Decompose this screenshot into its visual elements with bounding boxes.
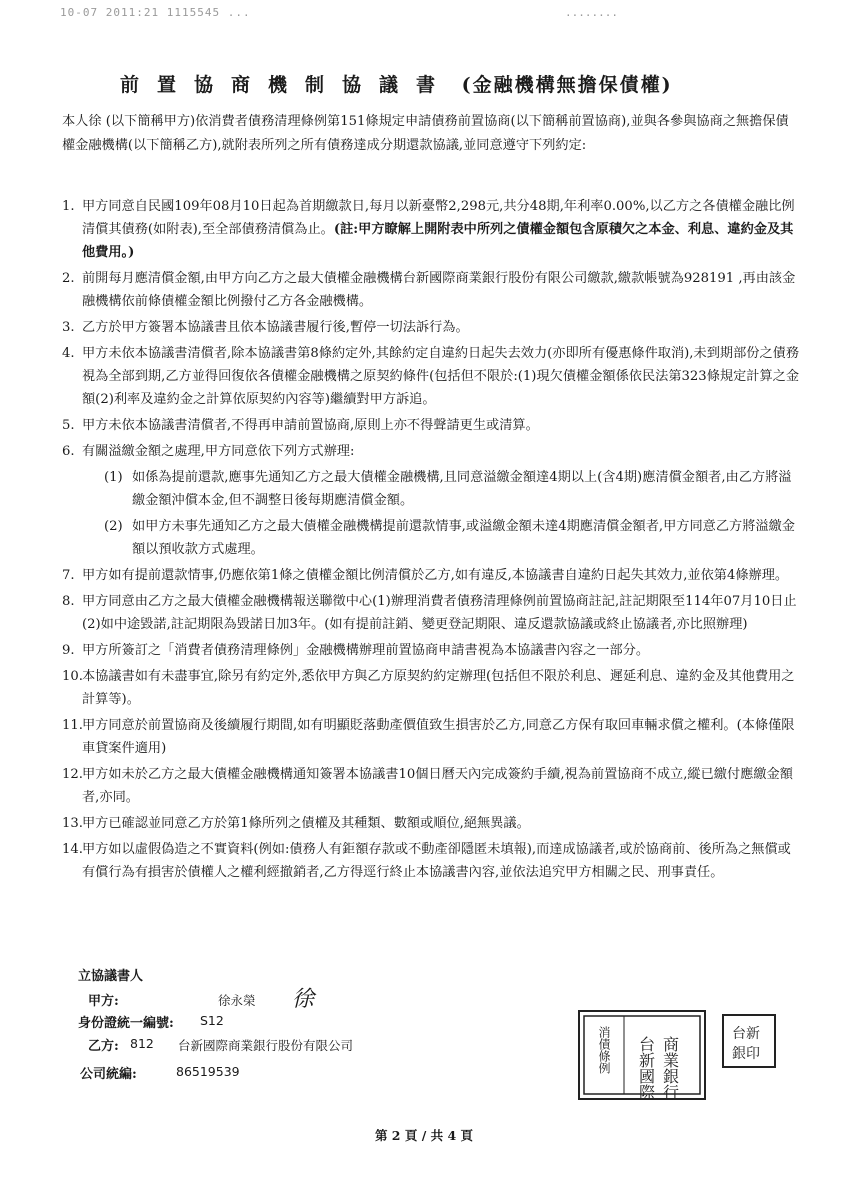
company-id-value: 86519539 (176, 1064, 240, 1079)
clause-item (62, 812, 802, 835)
clause-item (62, 763, 802, 809)
page-number: 第 2 頁 / 共 4 頁 (374, 1128, 474, 1143)
clause-item (62, 414, 802, 437)
clause-item (62, 316, 802, 339)
party-a-name: 徐永榮 (218, 993, 256, 1008)
sub-clause-number: (1) (104, 470, 123, 485)
clause-number: 9. (62, 643, 75, 658)
clause-item (62, 665, 802, 711)
clause-item (62, 639, 802, 662)
svg-text:銀印: 銀印 (732, 1046, 760, 1062)
id-number-value: S12 (200, 1013, 224, 1028)
id-number-label: 身份證統一編號: (78, 1016, 174, 1031)
svg-text:台新: 台新 (732, 1026, 760, 1042)
sub-clause-item (82, 466, 802, 512)
clause-number: 6. (62, 444, 75, 459)
clause-text: 本協議書如有未盡事宜,除另有約定外,悉依甲方與乙方原契約約定辦理(包括但不限於利息、遲延利息、違約金及其他費用之計算等)。 (82, 669, 795, 707)
fax-header-left: 10-07 2011:21 1115545 ... (60, 6, 251, 19)
title-main: 前置協商機制協議書 (120, 74, 454, 96)
small-seal-stamp (722, 1014, 776, 1068)
clause-item (62, 590, 802, 636)
clause-text: 甲方如以虛假偽造之不實資料(例如:債務人有鉅額存款或不動產卻隱匿未填報),而達成協議者,或於協商前、後所為之無償或有償行為有損害於債權人之權利經撤銷者,乙方得逕行終止本協議書內容,並依法追究甲方相關之民、刑事責任。 (82, 842, 791, 880)
clause-note: (註:甲方瞭解上開附表中所列之債權金額包含原積欠之本金、利息、違約金及其他費用。) (82, 222, 794, 260)
clause-text: 甲方所簽訂之「消費者債務清理條例」金融機構辦理前置協商申請書視為本協議書內容之一部分。 (82, 643, 650, 658)
clause-text: 有關溢繳金額之處理,甲方同意依下列方式辦理: (82, 444, 355, 459)
clause-number: 3. (62, 320, 75, 335)
party-b-name: 台新國際商業銀行股份有限公司 (178, 1038, 354, 1053)
party-a-label: 甲方: (88, 994, 119, 1009)
fax-header-right: ........ (565, 6, 618, 19)
clause-text: 甲方同意於前置協商及後續履行期間,如有明顯貶落動產價值致生損害於乙方,同意乙方保有取回車輛求償之權利。(本條僅限車貸案件適用) (82, 718, 795, 756)
clause-text: 乙方於甲方簽署本協議書且依本協議書履行後,暫停一切法訴行為。 (82, 320, 469, 335)
clause-number: 1. (62, 199, 75, 214)
clause-item (62, 267, 802, 313)
clause-number: 10. (62, 669, 83, 684)
bank-seal-icon (580, 1012, 704, 1098)
clause-text: 前開每月應清償金額,由甲方向乙方之最大債權金融機構台新國際商業銀行股份有限公司繳款,繳款帳號為928191 ,再由該金融機構依前條債權金額比例撥付乙方各金融機構。 (82, 271, 796, 309)
clause-number: 13. (62, 816, 83, 831)
bank-seal-stamp (578, 1010, 706, 1100)
clause-text: 甲方同意由乙方之最大債權金融機構報送聯徵中心(1)辦理消費者債務清理條例前置協商註記,註記期限至114年07月10日止(2)如中途毀諾,註記期限為毀諾日加3年。(如有提前註銷、變更登記期限、違反還款協議或終止協議者,亦比照辦理) (82, 594, 797, 632)
clause-number: 7. (62, 568, 75, 583)
clause-number: 11. (62, 718, 83, 733)
clause-text: 甲方如有提前還款情事,仍應依第1條之債權金額比例清償於乙方,如有違反,本協議書自違約日起失其效力,並依第4條辦理。 (82, 568, 789, 583)
sub-clause-text: 如係為提前還款,應事先通知乙方之最大債權金融機構,且同意溢繳金額達4期以上(含4期)應清償金額者,由乙方將溢繳金額沖償本金,但不調整日後每期應清償金額。 (132, 470, 792, 508)
party-b-code: 812 (130, 1036, 154, 1051)
clause-text: 甲方如未於乙方之最大債權金融機構通知簽署本協議書10個日曆天內完成簽約手續,視為前置協商不成立,縱已繳付應繳金額者,亦同。 (82, 767, 793, 805)
signatories-heading: 立協議書人 (78, 969, 144, 984)
clause-number: 12. (62, 767, 83, 782)
clause-list (62, 195, 802, 887)
clause-number: 14. (62, 842, 83, 857)
company-id-label: 公司統編: (80, 1067, 137, 1082)
svg-text:台新國際: 台新國際 (636, 1036, 656, 1098)
clause-number: 8. (62, 594, 75, 609)
party-b-label: 乙方: (88, 1039, 119, 1054)
sub-clause-text: 如甲方未事先通知乙方之最大債權金融機構提前還款情事,或溢繳金額未達4期應清償金額者,甲方同意乙方將溢繳金額以預收款方式處理。 (132, 519, 795, 557)
document-title (120, 70, 760, 97)
svg-text:商業銀行: 商業銀行 (660, 1036, 680, 1098)
clause-item (62, 564, 802, 587)
clause-text: 甲方已確認並同意乙方於第1條所列之債權及其種類、數額或順位,絕無異議。 (82, 816, 530, 831)
clause-item (62, 838, 802, 884)
small-seal-icon (724, 1016, 774, 1066)
svg-text:消債條例: 消債條例 (597, 1026, 611, 1074)
clause-number: 5. (62, 418, 75, 433)
sub-clause-number: (2) (104, 519, 123, 534)
title-subtitle: (金融機構無擔保債權) (461, 74, 673, 96)
clause-text: 甲方未依本協議書清償者,除本協議書第8條約定外,其餘約定自違約日起失去效力(亦即所有優惠條件取消),未到期部份之債務視為全部到期,乙方並得回復依各債權金融機構之原契約條件(包括但不限於:(1)現欠債權金額係依民法第323條規定計算之金額(2)利率及違約金之計算依原契約內容等)繼續對甲方訴追。 (82, 346, 800, 407)
clause-number: 4. (62, 346, 75, 361)
clause-item (62, 342, 802, 411)
clause-number: 2. (62, 271, 75, 286)
clause-item (62, 440, 802, 561)
clause-text: 甲方同意自民國109年08月10日起為首期繳款日,每月以新臺幣2,298元,共分48期,年利率0.00%,以乙方之各債權金融比例清償其債務(如附表),至全部債務清償為止。 (82, 199, 795, 237)
intro-paragraph: 本人徐 (以下簡稱甲方)依消費者債務清理條例第151條規定申請債務前置協商(以下簡稱前置協商),並與各參與協商之無擔保債權金融機構(以下簡稱乙方),就附表所列之所有債務達成分期還款協議,並同意遵守下列約定: (62, 114, 789, 153)
sub-clause-item (82, 515, 802, 561)
handwritten-signature: 徐 (292, 987, 315, 1012)
clause-item (62, 195, 802, 264)
clause-item (62, 714, 802, 760)
clause-text: 甲方未依本協議書清償者,不得再申請前置協商,原則上亦不得聲請更生或清算。 (82, 418, 539, 433)
